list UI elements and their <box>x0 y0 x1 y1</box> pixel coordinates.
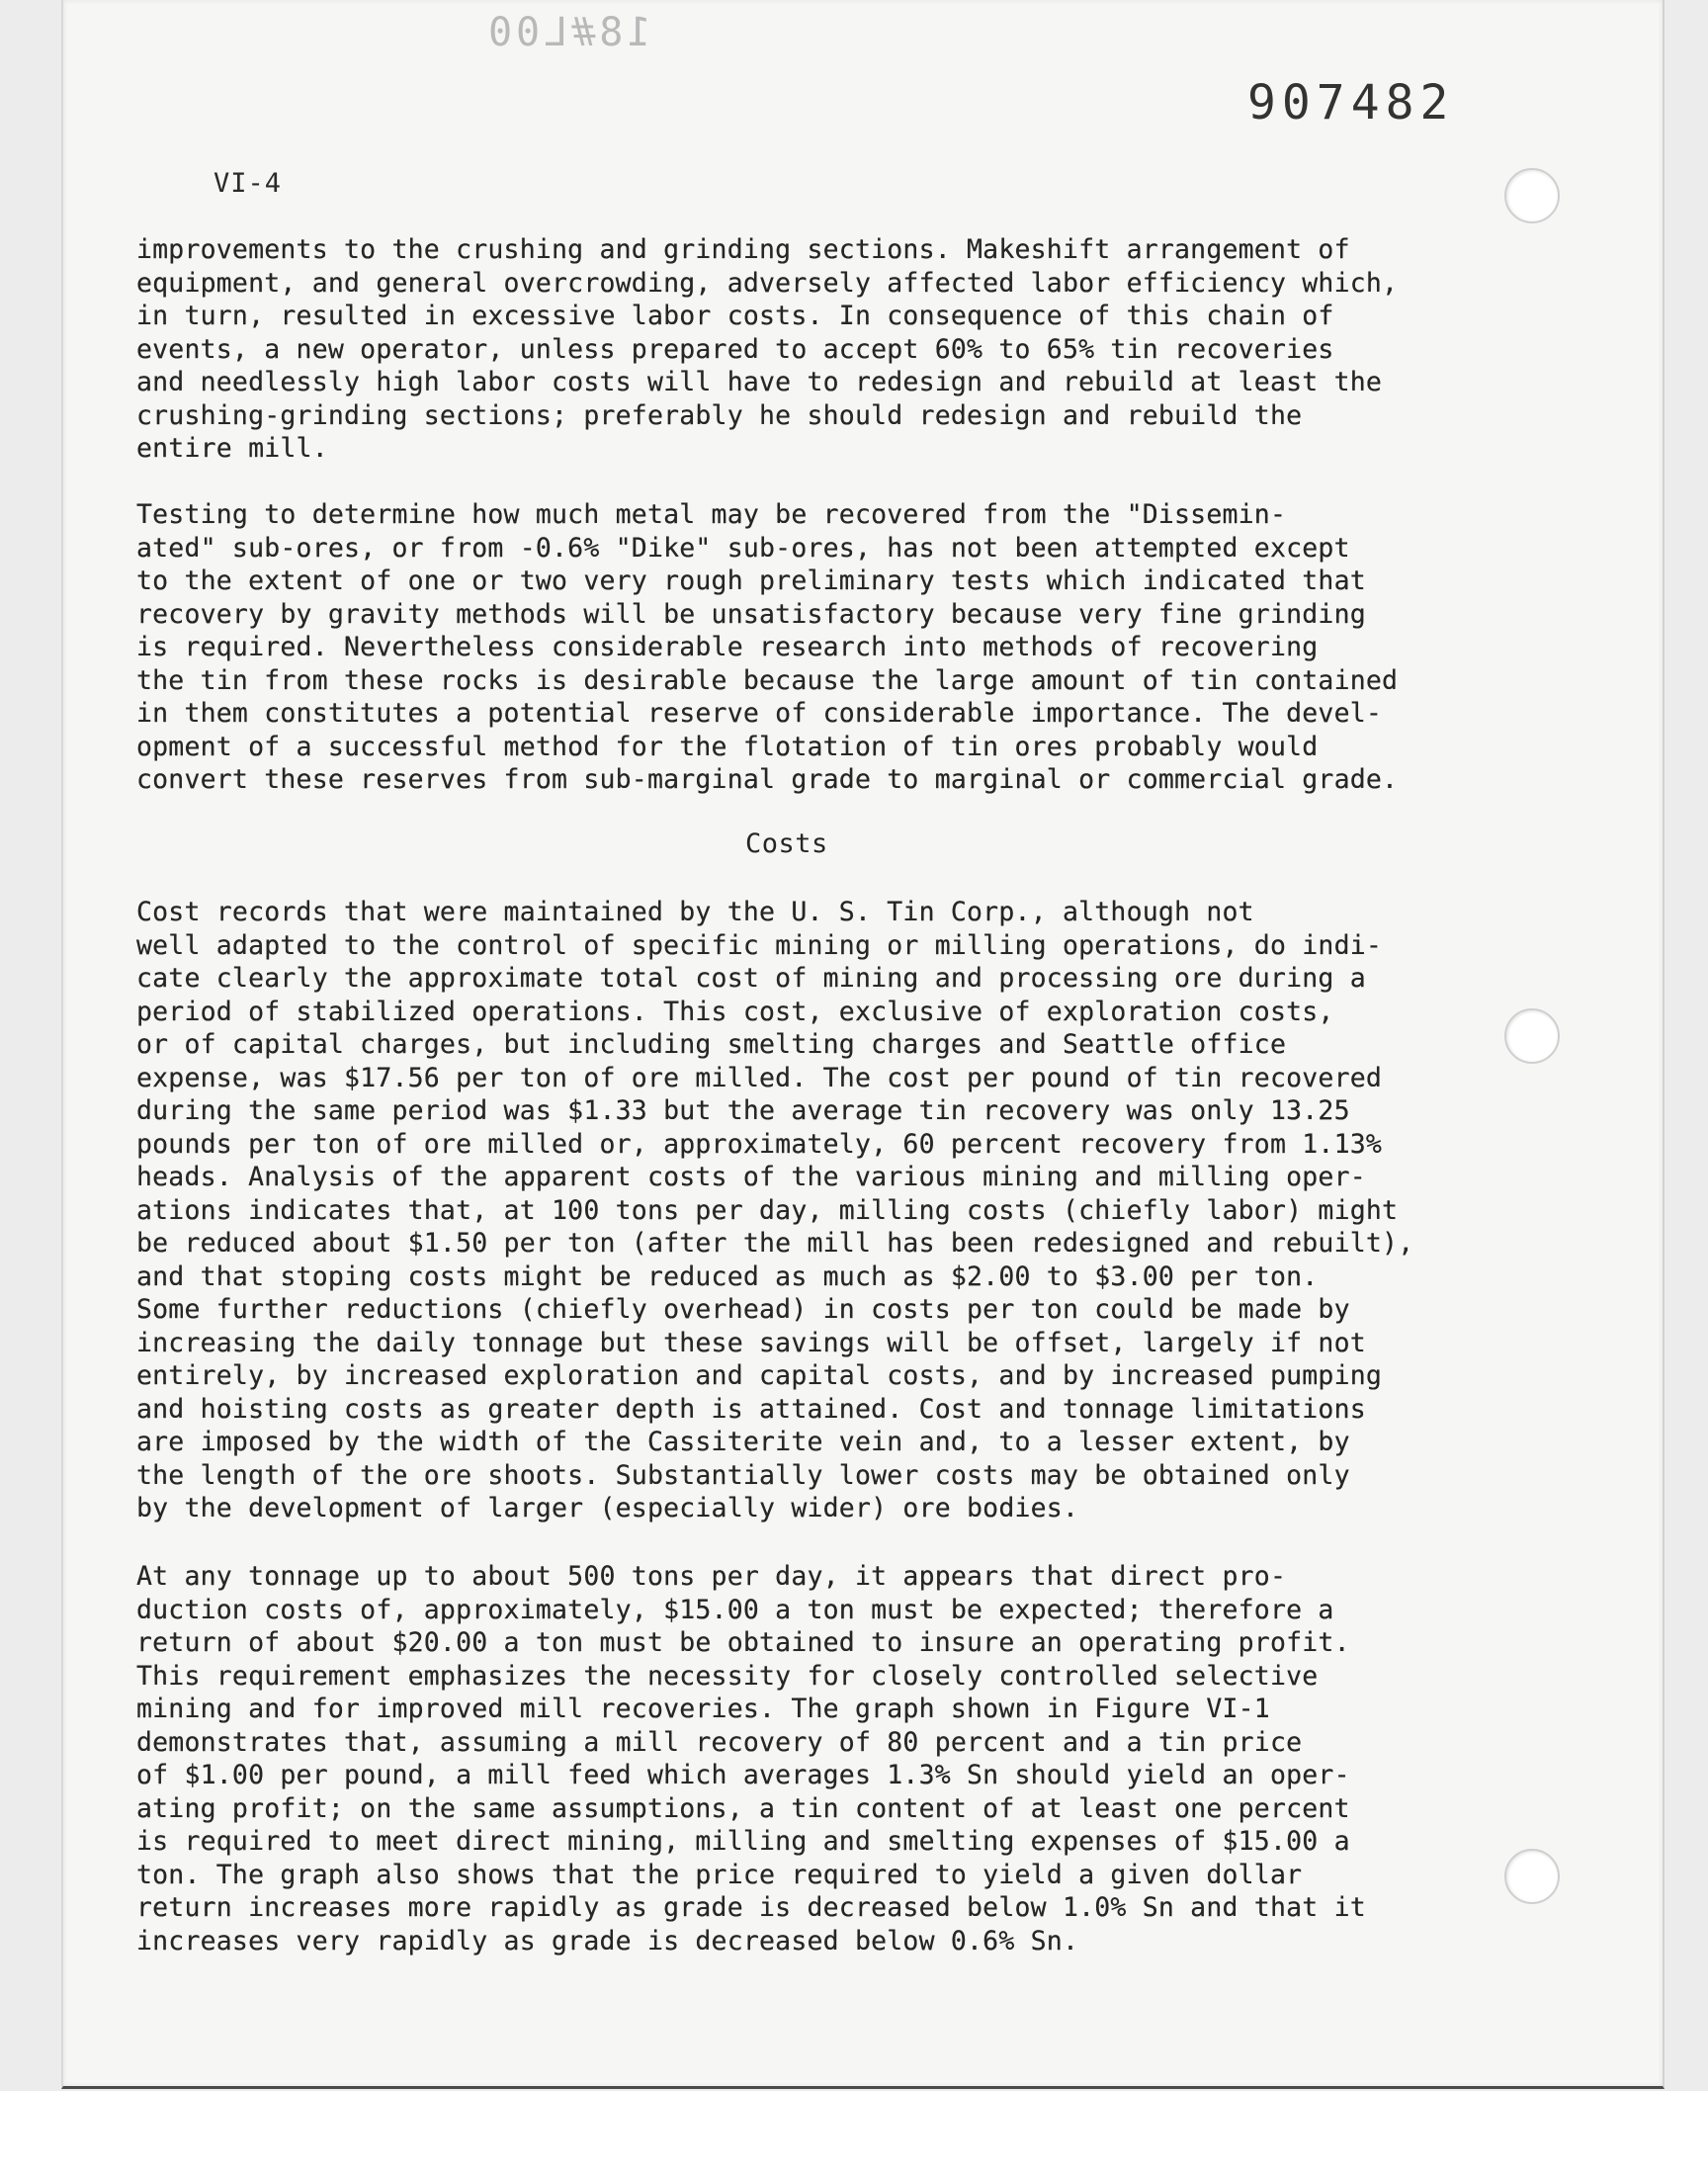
paragraph-3: Cost records that were maintained by the U. S. Tin Corp., although not well adapted to the control of specific mining or milling operations, do indi- cate clearly the approximate total cost of mining and processing ore during a period of stabilized operations. This cost, exclusive of exploration costs, or of capital charges, but including smelting charges and Seattle office expense, was $17.56 per ton of ore milled. The cost per pound of tin recovered during the same period was $1.33 but the average tin recovery was only 13.25 pounds per ton of ore milled or, approximately, 60 percent recovery from 1.13% heads. Analysis of the apparent costs of the various mining and milling oper- ations indicates that, at 100 tons per day, milling costs (chiefly labor) might be reduced about $1.50 per ton (after the mill has been redesigned and rebuilt), and that stoping costs might be reduced as much as $2.00 to $3.00 per ton. Some further reductions (chiefly overhead) in costs per ton could be made by increasing the daily tonnage but these savings will be offset, largely if not entirely, by increased exploration and capital costs, and by increased pumping and hoisting costs as greater depth is attained. Cost and tonnage limitations are imposed by the width of the Cassiterite vein and, to a lesser extent, by the length of the ore shoots. Substantially lower costs may be obtained only by the development of larger (especially wider) ore bodies. <box>136 897 1414 1523</box>
page-label: VI-4 <box>214 168 283 199</box>
binder-hole-middle <box>1504 1008 1560 1064</box>
paragraph-1: improvements to the crushing and grinding sections. Makeshift arrangement of equipment, and general overcrowding, adversely affected labor efficiency which, in turn, resulted in excessive labor costs. In consequence of this chain of events, a new operator, unless prepared to accept 60% to 65% tin recoveries and needlessly high labor costs will have to redesign and rebuild at least the crushing-grinding sections; preferably he should redesign and rebuild the entire mill. <box>136 234 1399 464</box>
binder-hole-top <box>1504 168 1560 223</box>
section-heading-costs: Costs <box>745 828 828 859</box>
faded-stamp: 18#L00 <box>484 10 651 55</box>
binder-hole-bottom <box>1504 1849 1560 1904</box>
paragraph-2: Testing to determine how much metal may be recovered from the "Dissemin- ated" sub-ores, or from -0.6% "Dike" sub-ores, has not been attempted except to the extent of one or two very rough preliminary tests which indicated that recovery by gravity methods will be unsatisfactory because very fine grinding is required. Nevertheless considerable research into methods of recovering the tin from these rocks is desirable because the large amount of tin contained in them constitutes a potential reserve of considerable importance. The devel- opment of a successful method for the flotation of tin ores probably would convert these reserves from sub-marginal grade to marginal or commercial grade. <box>136 499 1399 795</box>
scanner-margin <box>0 2091 1708 2175</box>
paragraph-4: At any tonnage up to about 500 tons per day, it appears that direct pro- duction costs of, approximately, $15.00 a ton must be expected; therefore a return of about $20.00 a ton must be obtained to insure an operating profit. This requirement emphasizes the necessity for closely controlled selective mining and for improved mill recoveries. The graph shown in Figure VI-1 demonstrates that, assuming a mill recovery of 80 percent and a tin price of $1.00 per pound, a mill feed which averages 1.3% Sn should yield an oper- ating profit; on the same assumptions, a tin content of at least one percent is required to meet direct mining, milling and smelting expenses of $15.00 a ton. The graph also shows that the price required to yield a given dollar return increases more rapidly as grade is decreased below 1.0% Sn and that it increases very rapidly as grade is decreased below 0.6% Sn. <box>136 1561 1366 1957</box>
document-number: 907482 <box>1247 75 1455 130</box>
